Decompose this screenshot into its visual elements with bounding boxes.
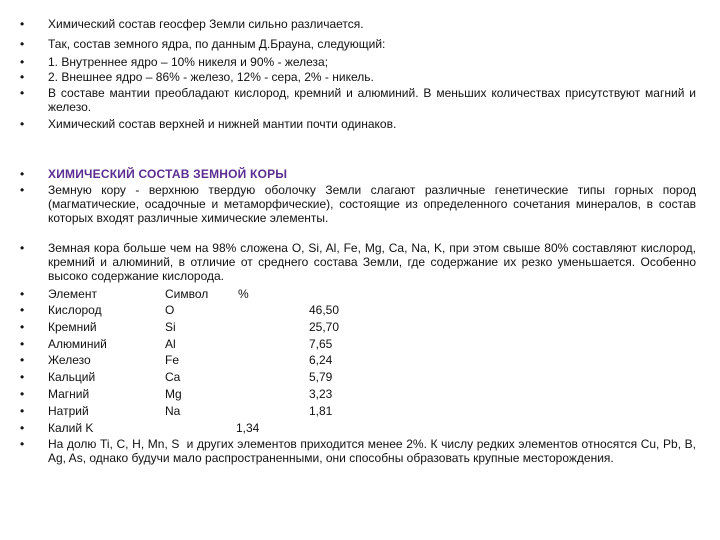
- element-symbol: Mg: [165, 387, 182, 401]
- element-percent: 3,23: [309, 387, 333, 401]
- element-name: Железо: [48, 353, 91, 367]
- bullet-dot: •: [20, 241, 25, 255]
- bullet-dot: •: [20, 287, 25, 301]
- element-symbol: Na: [165, 404, 181, 418]
- element-name: Натрий: [48, 404, 89, 418]
- bullet-dot: •: [20, 337, 25, 351]
- bullet-dot: •: [20, 387, 25, 401]
- bullet-dot: •: [20, 370, 25, 384]
- element-symbol: Al: [165, 337, 176, 351]
- crust-paragraph-2: Земная кора больше чем на 98% сложена O, Si, Al, Fe, Mg, Ca, Na, K, при этом свыше 80% составляют кислород, кремний и алюминий, в отличие от среднего состава Земли, где содержание их резко уменьшается. Особенно высоко содержание кислорода.: [48, 241, 696, 283]
- element-name: Алюминий: [48, 337, 107, 351]
- header-percent: %: [238, 287, 249, 301]
- bullet-dot: •: [20, 303, 25, 317]
- intro-line: Химический состав верхней и нижней мантии почти одинаков.: [48, 117, 397, 131]
- bullet-dot: •: [20, 70, 25, 84]
- element-name: Калий K: [48, 421, 94, 435]
- bullet-dot: •: [20, 37, 25, 51]
- element-symbol: Si: [165, 320, 176, 334]
- element-name: Кислород: [48, 303, 102, 317]
- element-percent: 1,34: [236, 421, 260, 435]
- bullet-dot: •: [20, 421, 25, 435]
- bullet-dot: •: [20, 117, 25, 131]
- element-symbol: Ca: [165, 370, 181, 384]
- element-percent: 1,81: [309, 404, 333, 418]
- mantle-paragraph: В составе мантии преобладают кислород, кремний и алюминий. В меньших количествах присутствуют магний и железо.: [48, 86, 696, 114]
- bullet-dot: •: [20, 183, 25, 197]
- header-element: Элемент: [48, 287, 97, 301]
- intro-line: Так, состав земного ядра, по данным Д.Брауна, следующий:: [48, 37, 386, 51]
- element-name: Магний: [48, 387, 90, 401]
- bullet-dot: •: [20, 167, 25, 181]
- element-name: Кремний: [48, 320, 97, 334]
- element-percent: 7,65: [309, 337, 333, 351]
- bullet-dot: •: [20, 437, 25, 451]
- bullet-dot: •: [20, 86, 25, 100]
- bullet-dot: •: [20, 353, 25, 367]
- element-percent: 5,79: [309, 370, 333, 384]
- element-symbol: O: [165, 303, 175, 317]
- intro-line: Химический состав геосфер Земли сильно различается.: [48, 17, 364, 31]
- element-name: Кальций: [48, 370, 96, 384]
- header-symbol: Символ: [165, 287, 209, 301]
- element-percent: 46,50: [309, 303, 340, 317]
- section-heading: ХИМИЧЕСКИЙ СОСТАВ ЗЕМНОЙ КОРЫ: [48, 167, 288, 181]
- bullet-dot: •: [20, 17, 25, 31]
- element-percent: 6,24: [309, 353, 333, 367]
- rare-elements-paragraph: На долю Ti, C, H, Mn, S и других элементов приходится менее 2%. К числу редких элементов относятся Cu, Pb, B, Ag, As, однако будучи мало распространенными, они способны образовать крупные месторождения.: [48, 437, 699, 465]
- bullet-dot: •: [20, 320, 25, 334]
- element-symbol: Fe: [165, 353, 180, 367]
- intro-line: 2. Внешнее ядро – 86% - железо, 12% - сера, 2% - никель.: [48, 70, 374, 84]
- intro-line: 1. Внутреннее ядро – 10% никеля и 90% - железа;: [48, 55, 329, 69]
- crust-paragraph-1: Земную кору - верхнюю твердую оболочку Земли слагают различные генетические типы горных пород (магматические, осадочные и метаморфические), состоящие из определенного сочетания минералов, в состав которых входят различные химические элементы.: [48, 183, 696, 225]
- element-percent: 25,70: [309, 320, 340, 334]
- bullet-dot: •: [20, 55, 25, 69]
- bullet-dot: •: [20, 404, 25, 418]
